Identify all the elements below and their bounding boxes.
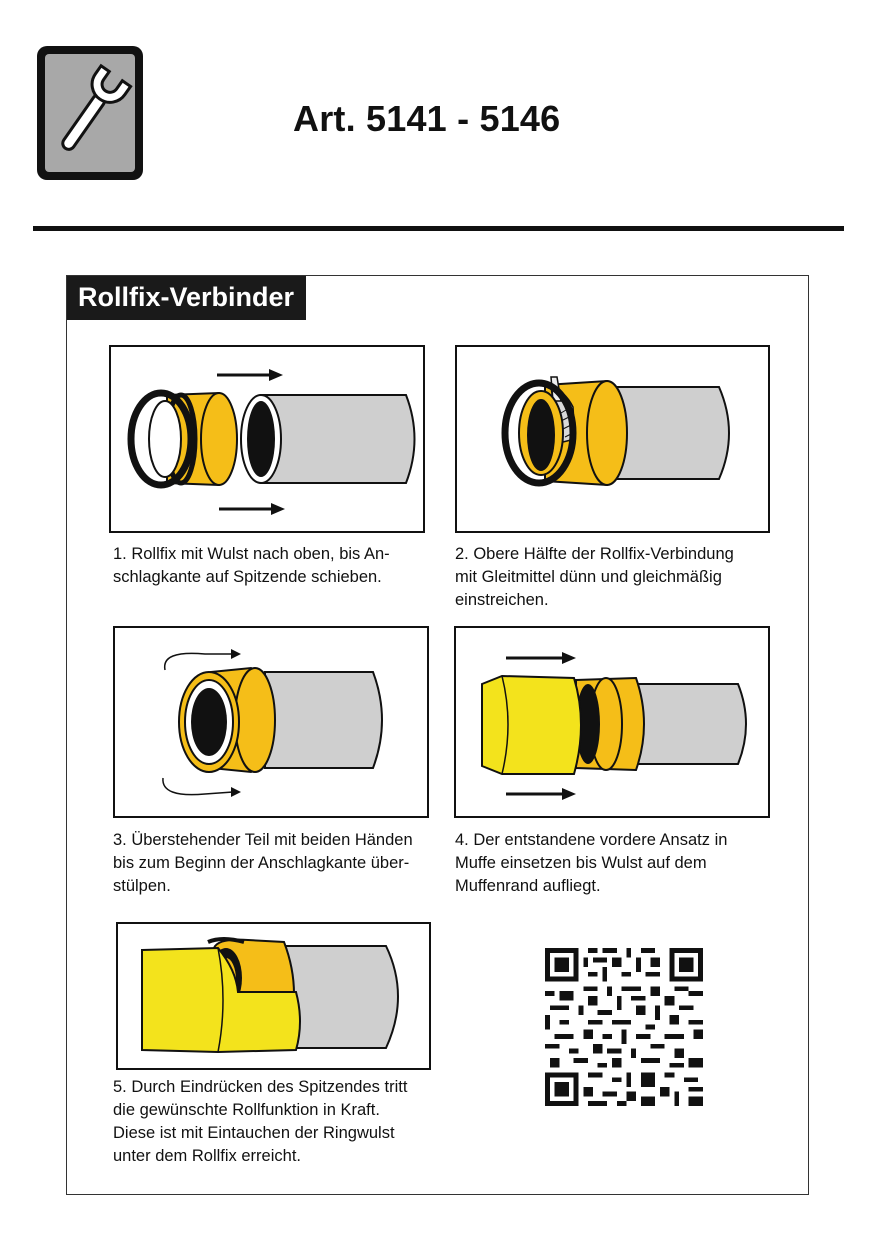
page-title: Art. 5141 - 5146 <box>293 98 561 139</box>
wrench-icon <box>35 44 145 182</box>
step-1-text: 1. Rollfix mit Wulst nach oben, bis An- schlagkante auf Spitzende schieben. <box>113 545 390 586</box>
step-1-illustration <box>109 345 425 533</box>
qr-code-icon[interactable] <box>545 947 703 1107</box>
step-5-illustration <box>116 922 431 1070</box>
step-3-illustration <box>113 626 429 818</box>
step-2-text: 2. Obere Hälfte der Rollfix-Verbindung mit Gleitmittel dünn und gleichmäßig einstreichen. <box>455 545 734 609</box>
step-4-text: 4. Der entstandene vordere Ansatz in Muffe einsetzen bis Wulst auf dem Muffenrand aufliegt. <box>455 831 728 895</box>
section-title: Rollfix-Verbinder <box>67 276 306 320</box>
step-3-text: 3. Überstehender Teil mit beiden Händen bis zum Beginn der Anschlagkante über- stülpen. <box>113 831 413 895</box>
step-2-illustration <box>455 345 770 533</box>
header-divider <box>33 226 844 231</box>
step-5-text: 5. Durch Eindrücken des Spitzendes tritt die gewünschte Rollfunktion in Kraft. Diese ist mit Eintauchen der Ringwulst unter dem Rollfix erreicht. <box>113 1078 408 1165</box>
step-4-illustration <box>454 626 770 818</box>
